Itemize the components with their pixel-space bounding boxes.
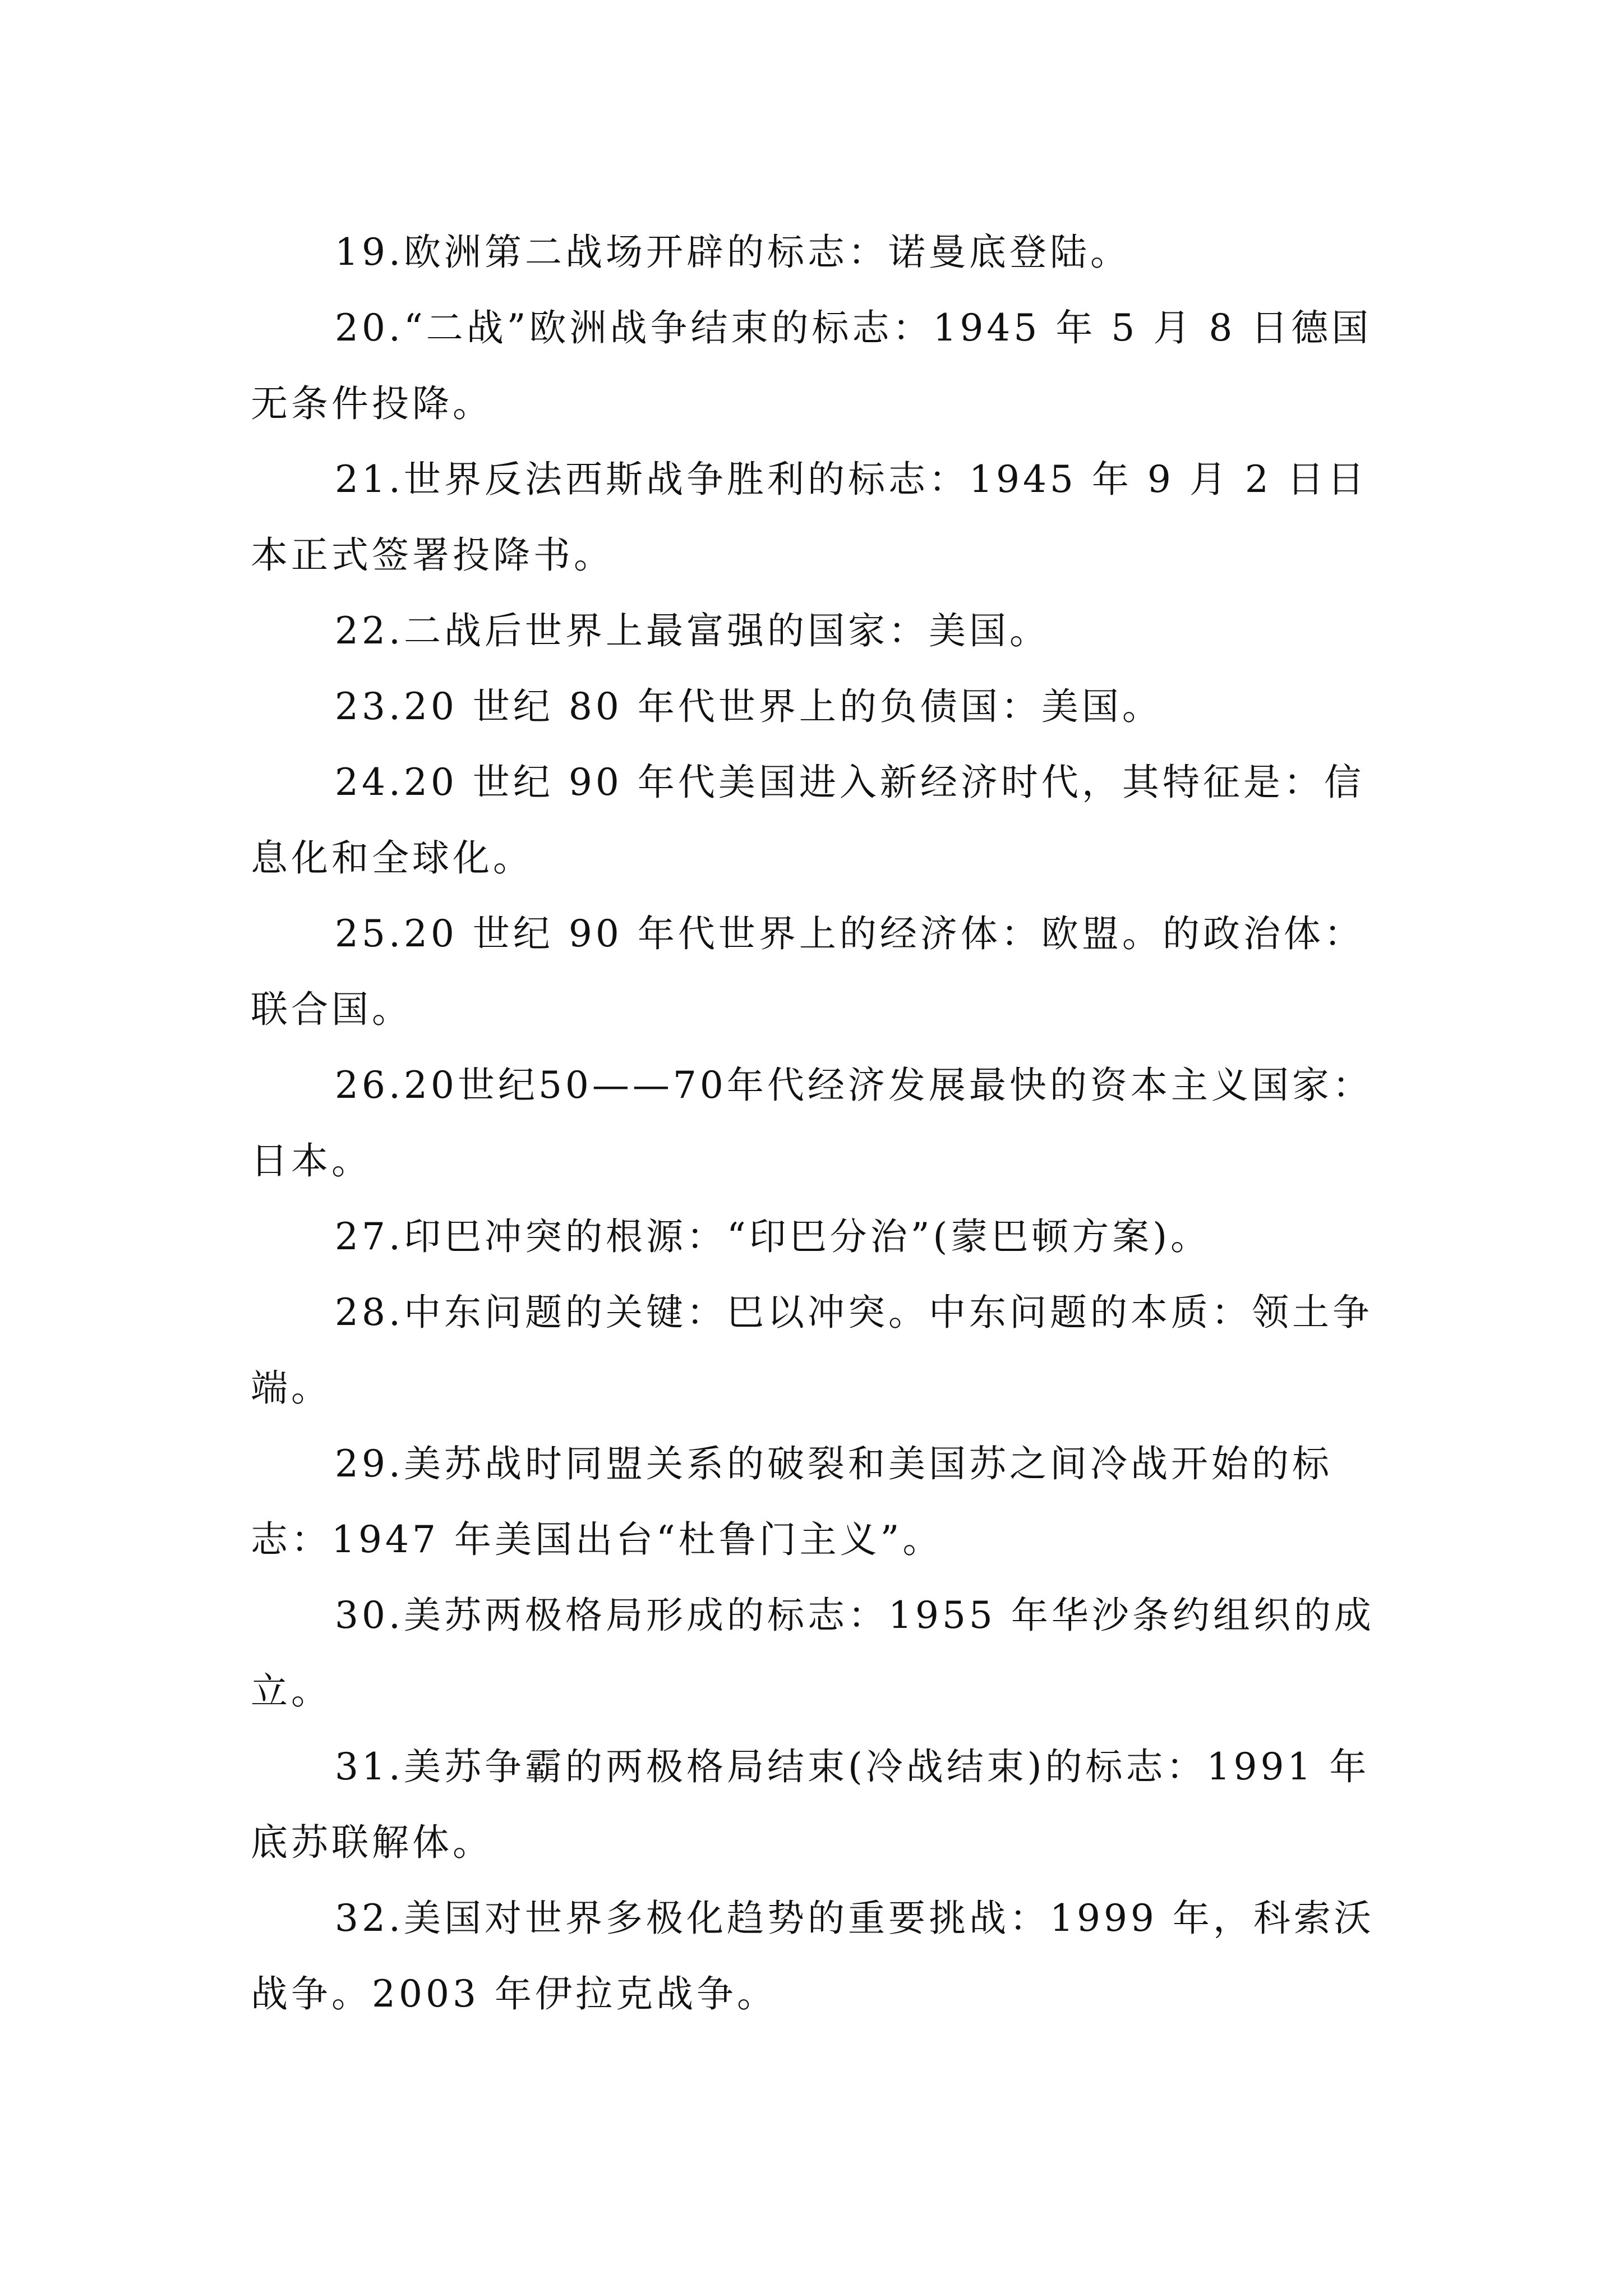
list-item: 23.20 世纪 80 年代世界上的负债国：美国。	[335, 685, 1163, 728]
list-item: 25.20 世纪 90 年代世界上的经济体：欧盟。的政治体：联合国。	[251, 912, 1364, 1031]
list-item: 19.欧洲第二战场开辟的标志：诺曼底登陆。	[335, 231, 1131, 274]
list-item: 22.二战后世界上最富强的国家：美国。	[335, 609, 1050, 652]
list-item: 29.美苏战时同盟关系的破裂和美国苏之间冷战开始的标志：1947 年美国出台“杜鲁门主义”。	[251, 1442, 1332, 1561]
document-body	[251, 214, 1378, 2032]
list-item: 31.美苏争霸的两极格局结束(冷战结束)的标志：1991 年底苏联解体。	[251, 1745, 1370, 1864]
list-item: 32.美国对世界多极化趋势的重要挑战：1999 年，科索沃战争。2003 年伊拉克战争。	[251, 1897, 1375, 2016]
list-item: 27.印巴冲突的根源：“印巴分治”(蒙巴顿方案)。	[335, 1215, 1211, 1258]
list-item: 20.“二战”欧洲战争结束的标志：1945 年 5 月 8 日德国无条件投降。	[251, 306, 1372, 425]
list-item: 30.美苏两极格局形成的标志：1955 年华沙条约组织的成立。	[251, 1594, 1375, 1713]
list-item: 24.20 世纪 90 年代美国进入新经济时代，其特征是：信息化和全球化。	[251, 761, 1364, 880]
list-item: 28.中东问题的关键：巴以冲突。中东问题的本质：领土争端。	[251, 1291, 1373, 1410]
list-item: 26.20世纪50——70年代经济发展最快的资本主义国家：日本。	[251, 1064, 1373, 1182]
list-item: 21.世界反法西斯战争胜利的标志：1945 年 9 月 2 日日本正式签署投降书。	[251, 458, 1368, 577]
